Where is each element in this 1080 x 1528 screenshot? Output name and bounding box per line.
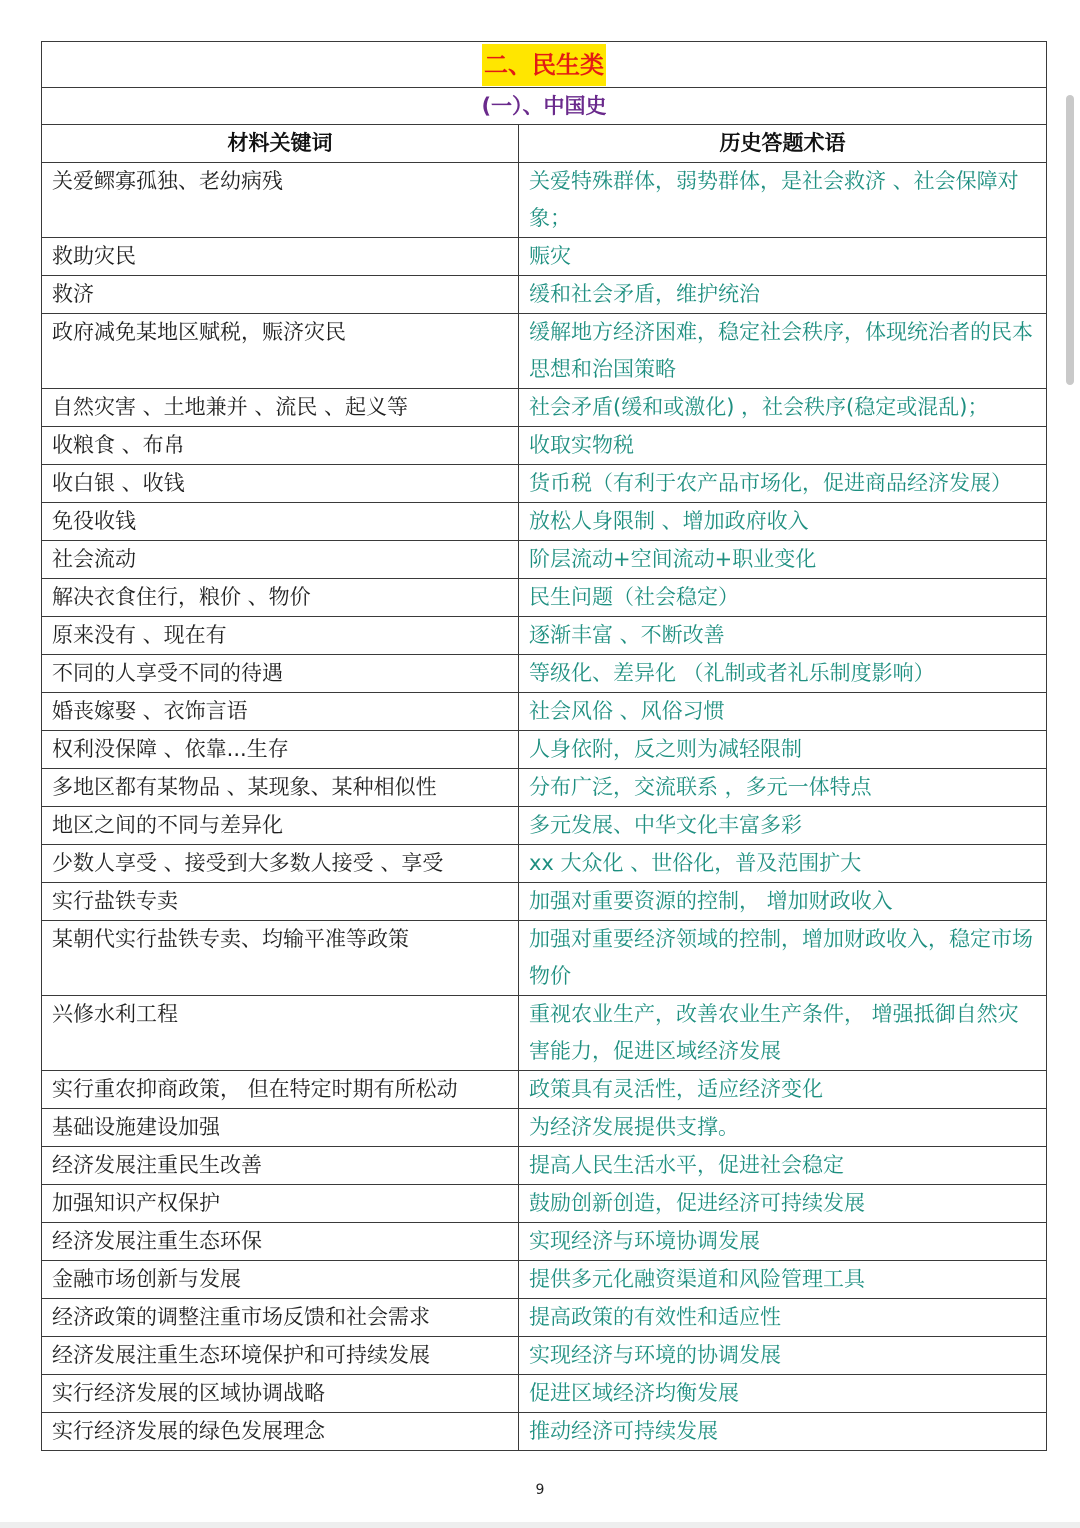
term-cell: 提高政策的有效性和适应性 [519, 1299, 1047, 1337]
keyword-cell: 经济发展注重民生改善 [42, 1147, 519, 1185]
table-row [42, 1413, 1047, 1451]
table-row [42, 314, 1047, 389]
keyword-cell: 多地区都有某物品 、某现象、某种相似性 [42, 769, 519, 807]
header-row [42, 125, 1047, 163]
keyword-cell: 婚丧嫁娶 、衣饰言语 [42, 693, 519, 731]
keyword-cell: 自然灾害 、土地兼并 、流民 、起义等 [42, 389, 519, 427]
table-row [42, 389, 1047, 427]
term-cell: 赈灾 [519, 238, 1047, 276]
table-row [42, 541, 1047, 579]
keyword-cell: 关爱鳏寡孤独、老幼病残 [42, 163, 519, 238]
table-row [42, 655, 1047, 693]
keyword-cell: 政府减免某地区赋税，赈济灾民 [42, 314, 519, 389]
keyword-cell: 经济发展注重生态环保 [42, 1223, 519, 1261]
document-page [41, 41, 1046, 1451]
keyword-cell: 解决衣食住行，粮价 、物价 [42, 579, 519, 617]
term-cell: 社会风俗 、风俗习惯 [519, 693, 1047, 731]
keyword-cell: 收白银 、收钱 [42, 465, 519, 503]
keyword-column-header: 材料关键词 [42, 125, 519, 163]
table-row [42, 238, 1047, 276]
term-cell: 民生问题（社会稳定） [519, 579, 1047, 617]
term-cell: 等级化、差异化 （礼制或者礼乐制度影响） [519, 655, 1047, 693]
term-cell: 放松人身限制 、增加政府收入 [519, 503, 1047, 541]
term-cell: 重视农业生产，改善农业生产条件， 增强抵御自然灾害能力，促进区域经济发展 [519, 996, 1047, 1071]
term-cell: 货币税（有利于农产品市场化，促进商品经济发展） [519, 465, 1047, 503]
keyword-cell: 实行经济发展的绿色发展理念 [42, 1413, 519, 1451]
table-row [42, 503, 1047, 541]
table-row [42, 693, 1047, 731]
table-row [42, 1109, 1047, 1147]
keyword-cell: 基础设施建设加强 [42, 1109, 519, 1147]
term-column-header: 历史答题术语 [519, 125, 1047, 163]
term-cell: 关爱特殊群体，弱势群体，是社会救济 、社会保障对象； [519, 163, 1047, 238]
term-cell: 阶层流动+空间流动+职业变化 [519, 541, 1047, 579]
table-row [42, 845, 1047, 883]
keyword-cell: 经济发展注重生态环境保护和可持续发展 [42, 1337, 519, 1375]
term-cell: xx 大众化 、世俗化，普及范围扩大 [519, 845, 1047, 883]
keyword-cell: 原来没有 、现在有 [42, 617, 519, 655]
page-number: 9 [535, 1482, 545, 1498]
keyword-cell: 兴修水利工程 [42, 996, 519, 1071]
table-row [42, 807, 1047, 845]
term-cell: 收取实物税 [519, 427, 1047, 465]
table-row [42, 996, 1047, 1071]
term-cell: 人身依附，反之则为减轻限制 [519, 731, 1047, 769]
terms-table [41, 41, 1047, 1451]
section-title-row [42, 42, 1047, 88]
term-cell: 分布广泛，交流联系 ，多元一体特点 [519, 769, 1047, 807]
keyword-cell: 某朝代实行盐铁专卖、均输平准等政策 [42, 921, 519, 996]
keyword-cell: 社会流动 [42, 541, 519, 579]
table-row [42, 769, 1047, 807]
table-row [42, 1147, 1047, 1185]
term-cell: 推动经济可持续发展 [519, 1413, 1047, 1451]
term-cell: 提供多元化融资渠道和风险管理工具 [519, 1261, 1047, 1299]
term-cell: 多元发展、中华文化丰富多彩 [519, 807, 1047, 845]
subsection-title: (一）、中国史 [42, 88, 1047, 125]
table-row [42, 427, 1047, 465]
scrollbar-thumb[interactable] [1066, 95, 1074, 385]
term-cell: 加强对重要经济领域的控制，增加财政收入，稳定市场物价 [519, 921, 1047, 996]
term-cell: 实现经济与环境协调发展 [519, 1223, 1047, 1261]
keyword-cell: 实行盐铁专卖 [42, 883, 519, 921]
table-row [42, 1185, 1047, 1223]
term-cell: 实现经济与环境的协调发展 [519, 1337, 1047, 1375]
term-cell: 逐渐丰富 、不断改善 [519, 617, 1047, 655]
term-cell: 促进区域经济均衡发展 [519, 1375, 1047, 1413]
keyword-cell: 权利没保障 、依靠...生存 [42, 731, 519, 769]
table-row [42, 465, 1047, 503]
keyword-cell: 实行经济发展的区域协调战略 [42, 1375, 519, 1413]
section-title: 二、民生类 [482, 44, 606, 86]
keyword-cell: 不同的人享受不同的待遇 [42, 655, 519, 693]
table-row [42, 276, 1047, 314]
term-cell: 为经济发展提供支撑。 [519, 1109, 1047, 1147]
keyword-cell: 救助灾民 [42, 238, 519, 276]
keyword-cell: 实行重农抑商政策， 但在特定时期有所松动 [42, 1071, 519, 1109]
table-row [42, 1071, 1047, 1109]
table-row [42, 731, 1047, 769]
table-row [42, 163, 1047, 238]
keyword-cell: 加强知识产权保护 [42, 1185, 519, 1223]
table-row [42, 1223, 1047, 1261]
term-cell: 鼓励创新创造，促进经济可持续发展 [519, 1185, 1047, 1223]
keyword-cell: 少数人享受 、接受到大多数人接受 、享受 [42, 845, 519, 883]
table-row [42, 617, 1047, 655]
table-row [42, 921, 1047, 996]
table-row [42, 1261, 1047, 1299]
keyword-cell: 经济政策的调整注重市场反馈和社会需求 [42, 1299, 519, 1337]
subsection-title-row [42, 88, 1047, 125]
term-cell: 社会矛盾(缓和或激化) ，社会秩序(稳定或混乱)； [519, 389, 1047, 427]
keyword-cell: 地区之间的不同与差异化 [42, 807, 519, 845]
section-title-cell [42, 42, 1047, 88]
term-cell: 提高人民生活水平，促进社会稳定 [519, 1147, 1047, 1185]
bottom-strip [0, 1522, 1080, 1528]
table-row [42, 1375, 1047, 1413]
term-cell: 政策具有灵活性，适应经济变化 [519, 1071, 1047, 1109]
term-cell: 缓解地方经济困难，稳定社会秩序，体现统治者的民本思想和治国策略 [519, 314, 1047, 389]
term-cell: 加强对重要资源的控制， 增加财政收入 [519, 883, 1047, 921]
keyword-cell: 救济 [42, 276, 519, 314]
keyword-cell: 免役收钱 [42, 503, 519, 541]
table-row [42, 1337, 1047, 1375]
table-row [42, 883, 1047, 921]
table-row [42, 1299, 1047, 1337]
table-row [42, 579, 1047, 617]
keyword-cell: 金融市场创新与发展 [42, 1261, 519, 1299]
keyword-cell: 收粮食 、布帛 [42, 427, 519, 465]
term-cell: 缓和社会矛盾，维护统治 [519, 276, 1047, 314]
